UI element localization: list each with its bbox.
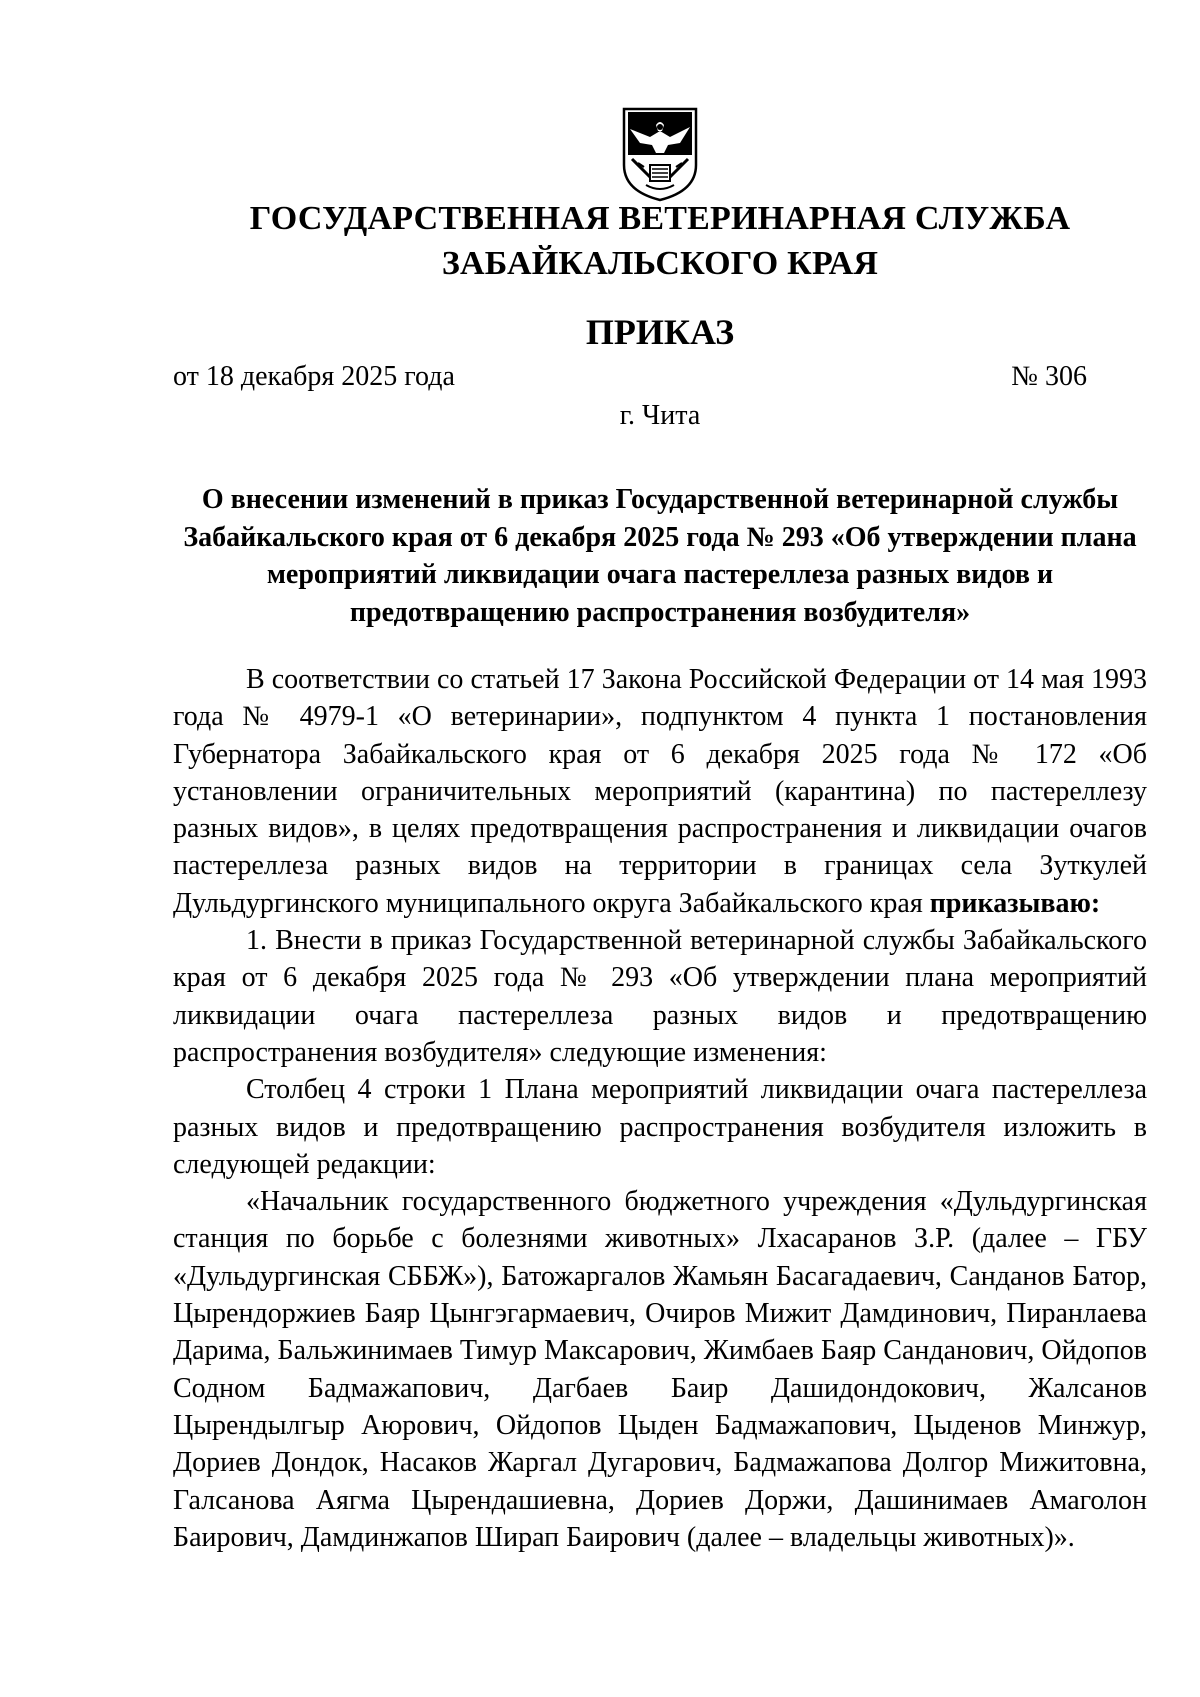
paragraph-preamble	[173, 661, 1147, 922]
document-number: № 306	[1011, 361, 1087, 392]
document-title: О внесении изменений в приказ Государственной ветеринарной службы Забайкальского края от 6 декабря 2025 года № 293 «Об утверждении плана мероприятий ликвидации очага пастереллеза разных видов и предотвращению распространения возбудителя»	[183, 484, 1137, 628]
document-date: от 18 декабря 2025 года	[173, 361, 455, 392]
document-city: г. Чита	[619, 400, 701, 431]
paragraph-new-wording: «Начальник государственного бюджетного учреждения «Дульдургинская станция по борьбе с болезнями животных» Лхасаранов З.Р. (далее – ГБУ «Дульдургинская СББЖ»), Батожаргалов Жамьян Басагадаевич, Санданов Батор, Цырендоржиев Баяр Цынгэгармаевич, Очиров Мижит Дамдинович, Пиранлаева Дарима, Бальжинимаев Тимур Максарович, Жимбаев Баяр Санданович, Ойдопов Содном Бадмажапович, Дагбаев Баир Дашидондокович, Жалсанов Цырендылгыр Аюрович, Ойдопов Цыден Бадмажапович, Цыденов Минжур, Дориев Дондок, Насаков Жаргал Дугарович, Бадмажапова Долгор Мижитовна, Галсанова Аягма Цырендашиевна, Дориев Доржи, Дашинимаев Амаголон Баирович, Дамдинжапов Ширап Баирович (далее – владельцы животных)».	[173, 1186, 1147, 1553]
document-body	[173, 661, 1147, 1556]
paragraph-item-1: 1. Внести в приказ Государственной ветеринарной службы Забайкальского края от 6 декабря 2025 года № 293 «Об утверждении плана мероприятий ликвидации очага пастереллеза разных видов и предотвращению распространения возбудителя» следующие изменения:	[173, 925, 1147, 1068]
preamble-text: В соответствии со статьей 17 Закона Российской Федерации от 14 мая 1993 года № 4979-1 «О ветеринарии», подпунктом 4 пункта 1 постановления Губернатора Забайкальского края от 6 декабря 2025 года № 172 «Об установлении ограничительных мероприятий (карантина) по пастереллезу разных видов», в целях предотвращения распространения и ликвидации очагов пастереллеза разных видов на территории в границах села Зуткулей Дульдургинского муниципального округа Забайкальского края	[173, 664, 1147, 919]
coat-of-arms-icon	[620, 107, 700, 202]
organization-name-line2: ЗАБАЙКАЛЬСКОГО КРАЯ	[441, 245, 879, 282]
organization-name-line1: ГОСУДАРСТВЕННАЯ ВЕТЕРИНАРНАЯ СЛУЖБА	[249, 200, 1071, 237]
document-type: ПРИКАЗ	[585, 312, 735, 352]
paragraph-amendment: Столбец 4 строки 1 Плана мероприятий ликвидации очага пастереллеза разных видов и предотвращению распространения возбудителя изложить в следующей редакции:	[173, 1074, 1147, 1180]
order-keyword: приказываю:	[929, 887, 1101, 919]
